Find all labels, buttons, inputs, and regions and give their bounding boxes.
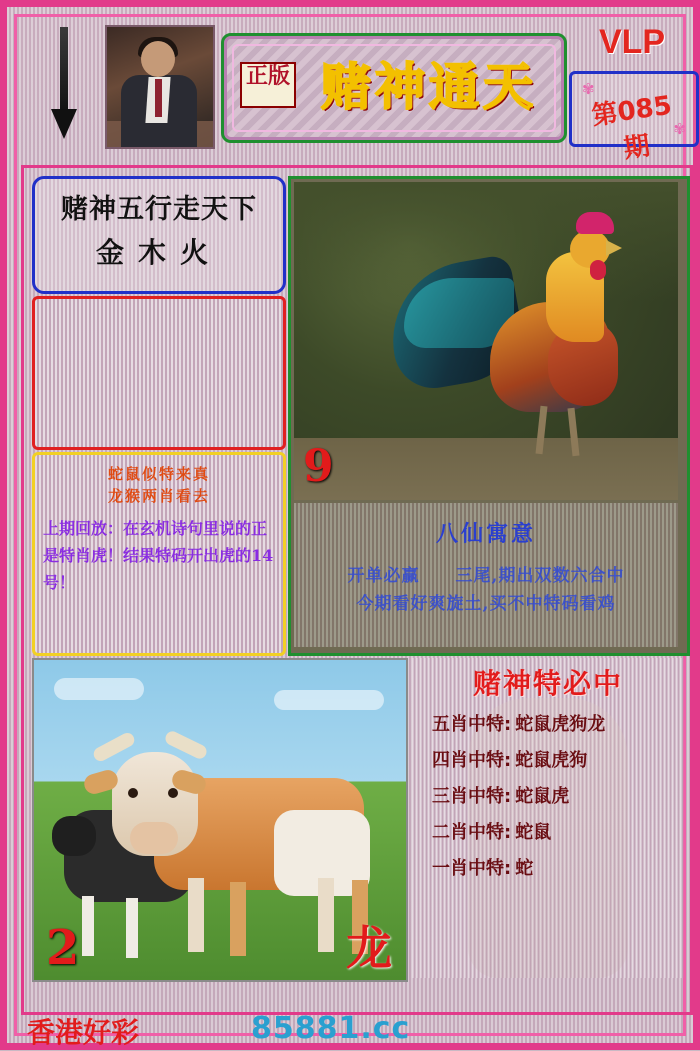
- wuxing-box: [32, 176, 286, 294]
- wuxing-elements: 金木火: [95, 236, 222, 269]
- list-item-value: 蛇: [515, 858, 534, 879]
- main-frame: [21, 165, 693, 1015]
- prediction-list-panel: [412, 658, 684, 978]
- list-item: [432, 746, 674, 774]
- caption-line-2: 今期看好爽旋土,买不中特码看鸡: [356, 594, 616, 614]
- list-item-key: 五肖中特:: [432, 714, 512, 735]
- cow-number: 2: [46, 920, 80, 976]
- poem-line-2: 龙猴两肖看去: [107, 487, 210, 505]
- list-item-key: 二肖中特:: [432, 822, 512, 843]
- caption-title: 八仙寓意: [435, 521, 536, 547]
- list-item-value: 蛇鼠虎狗龙: [515, 714, 606, 735]
- list-item-value: 蛇鼠虎狗: [515, 750, 588, 771]
- list-item-value: 蛇鼠: [515, 822, 552, 843]
- wuxing-title: 赌神五行走天下: [61, 194, 257, 225]
- cow-zodiac: 龙: [346, 921, 392, 975]
- poem-line-1: 蛇鼠似特来真: [107, 465, 210, 483]
- list-item-key: 一肖中特:: [432, 858, 512, 879]
- list-title: 赌神特必中: [472, 667, 623, 700]
- issue-box: [569, 71, 699, 165]
- list-item: [432, 782, 674, 810]
- rooster-number: 9: [303, 441, 334, 492]
- list-item: [432, 818, 674, 846]
- sparkle-icon: ✾: [673, 121, 686, 138]
- yellow-note-box: [32, 452, 286, 656]
- man-portrait: [105, 25, 215, 149]
- cow-photo: [32, 658, 408, 982]
- zhengban-badge: 正版: [240, 62, 296, 108]
- header: [21, 19, 693, 165]
- sparkle-icon: ✾: [582, 81, 595, 98]
- site-name: 香港好彩: [27, 1016, 140, 1049]
- rooster-photo: [294, 182, 678, 500]
- rooster-panel: [288, 176, 690, 656]
- site-url[interactable]: 85881.cc: [251, 1011, 411, 1046]
- recap-note: 上期回放：在玄机诗句里说的正是特肖虎！结果特码开出虎的14号！: [43, 519, 274, 592]
- footer: [21, 1011, 693, 1047]
- red-empty-box: [32, 296, 286, 450]
- list-item-value: 蛇鼠虎: [515, 786, 570, 807]
- poem-lines: [45, 463, 273, 507]
- page-title: 赌神通天: [321, 58, 537, 116]
- list-item-key: 三肖中特:: [432, 786, 512, 807]
- issue-number: 第085期: [589, 90, 674, 165]
- title-banner: [221, 33, 567, 143]
- list-item: [432, 854, 674, 882]
- arrow-down-left-icon: [51, 27, 77, 147]
- list-item-key: 四肖中特:: [432, 750, 512, 771]
- rooster-caption-box: [294, 503, 678, 647]
- vlp-label: VLP: [598, 23, 666, 61]
- list-item: [432, 710, 674, 738]
- caption-line-1: 开单必赢 三尾,期出双数六合中: [347, 566, 625, 586]
